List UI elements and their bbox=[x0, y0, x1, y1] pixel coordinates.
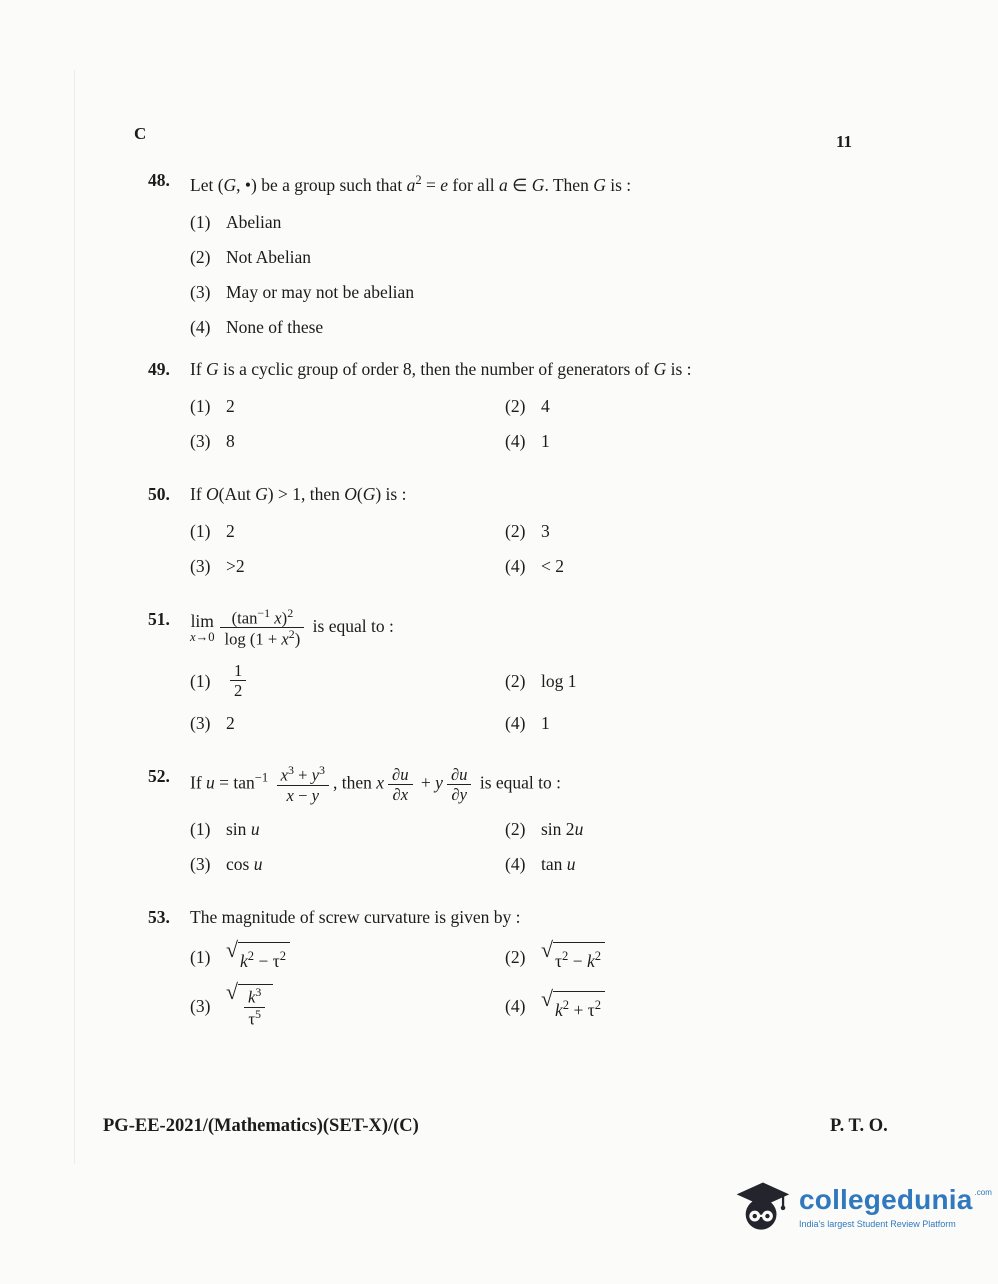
options-grid bbox=[190, 817, 998, 887]
paper-code: PG-EE-2021/(Mathematics)(SET-X)/(C) bbox=[103, 1116, 419, 1136]
option-text: None of these bbox=[226, 316, 324, 337]
option-label: (2) bbox=[505, 520, 526, 541]
option-text: 8 bbox=[226, 430, 235, 451]
option bbox=[190, 394, 505, 418]
option-text: 1 bbox=[541, 713, 550, 734]
question-text: lim x→0 $\frac{(\tan^{-1} x)^2}{\log (1 + x^2)}$ is equal to : bbox=[190, 605, 394, 649]
options-list bbox=[190, 210, 998, 339]
option-label: (4) bbox=[190, 316, 211, 337]
option bbox=[190, 979, 505, 1029]
questions-list bbox=[0, 168, 998, 1057]
option-text: $\frac{1}{2}$ bbox=[226, 661, 250, 700]
option-text: cos u bbox=[226, 854, 263, 875]
question-text: If O(Aut G) > 1, then O(G) is : bbox=[190, 483, 407, 504]
option bbox=[190, 554, 505, 578]
logo-wordmark: collegedunia bbox=[799, 1183, 973, 1215]
option bbox=[190, 661, 505, 700]
option bbox=[505, 852, 998, 876]
option-text: Not Abelian bbox=[226, 246, 312, 267]
option bbox=[505, 429, 998, 453]
question-head bbox=[148, 482, 998, 507]
option bbox=[505, 938, 998, 973]
option-label: (3) bbox=[190, 555, 211, 576]
option bbox=[190, 429, 505, 453]
option-label: (1) bbox=[190, 395, 211, 416]
option-label: (4) bbox=[505, 996, 526, 1017]
option-text: log 1 bbox=[541, 670, 577, 691]
option bbox=[505, 817, 998, 841]
option-label: (3) bbox=[190, 854, 211, 875]
option-label: (2) bbox=[505, 395, 526, 416]
logo-text-block bbox=[799, 1183, 992, 1229]
option bbox=[190, 817, 505, 841]
option-label: (1) bbox=[190, 947, 211, 968]
page-footer bbox=[0, 1116, 998, 1146]
options-grid bbox=[190, 394, 998, 464]
option bbox=[505, 554, 998, 578]
option-text: √ $k^2 + \tau^2$ bbox=[541, 991, 605, 1022]
options-grid bbox=[190, 938, 998, 1039]
pto-label: P. T. O. bbox=[830, 1116, 888, 1136]
option-text: sin u bbox=[226, 819, 260, 840]
question-53 bbox=[0, 905, 998, 1039]
option-label: (2) bbox=[505, 947, 526, 968]
option bbox=[505, 394, 998, 418]
question-head bbox=[148, 168, 998, 198]
option-text: √ $\tau^2 - k^2$ bbox=[541, 942, 605, 973]
option-text: Abelian bbox=[226, 211, 282, 232]
option-text: tan u bbox=[541, 854, 576, 875]
question-text: The magnitude of screw curvature is given by : bbox=[190, 907, 521, 928]
option-label: (4) bbox=[505, 713, 526, 734]
option-text: √ $\frac{k^3}{\tau^5}$ bbox=[226, 984, 273, 1028]
option-label: (4) bbox=[505, 555, 526, 576]
option-text: 4 bbox=[541, 395, 550, 416]
option bbox=[190, 852, 505, 876]
option bbox=[505, 711, 998, 735]
option bbox=[190, 280, 998, 304]
question-number: 53. bbox=[148, 907, 170, 928]
option-label: (3) bbox=[190, 281, 211, 302]
option-label: (2) bbox=[505, 670, 526, 691]
option-text: √ $k^2 - \tau^2$ bbox=[226, 942, 290, 973]
option bbox=[190, 519, 505, 543]
option-label: (3) bbox=[190, 996, 211, 1017]
logo-tagline: India's largest Student Review Platform bbox=[799, 1218, 956, 1229]
question-number: 51. bbox=[148, 608, 170, 629]
question-52 bbox=[0, 764, 998, 887]
collegedunia-logo bbox=[733, 1178, 992, 1236]
logo-name-row bbox=[799, 1183, 992, 1215]
option bbox=[190, 245, 998, 269]
option-text: 2 bbox=[226, 713, 235, 734]
page-number: 11 bbox=[836, 132, 853, 151]
option-label: (2) bbox=[190, 246, 211, 267]
logo-tld: .com bbox=[974, 1187, 992, 1197]
option-label: (1) bbox=[190, 520, 211, 541]
option bbox=[190, 315, 998, 339]
option bbox=[190, 938, 505, 973]
question-49 bbox=[0, 357, 998, 464]
question-head bbox=[148, 357, 998, 382]
question-head bbox=[148, 905, 998, 930]
question-number: 52. bbox=[148, 766, 170, 787]
question-48 bbox=[0, 168, 998, 339]
question-number: 50. bbox=[148, 483, 170, 504]
option-label: (1) bbox=[190, 211, 211, 232]
option-text: 1 bbox=[541, 430, 550, 451]
options-grid bbox=[190, 519, 998, 589]
options-grid bbox=[190, 661, 998, 746]
question-text: If G is a cyclic group of order 8, then the number of generators of G is : bbox=[190, 358, 692, 379]
option-label: (3) bbox=[190, 713, 211, 734]
option bbox=[505, 519, 998, 543]
option-text: < 2 bbox=[541, 555, 564, 576]
option-text: May or may not be abelian bbox=[226, 281, 415, 302]
question-head bbox=[148, 764, 998, 805]
option-label: (4) bbox=[505, 854, 526, 875]
option-text: >2 bbox=[226, 555, 245, 576]
option-text: sin 2u bbox=[541, 819, 584, 840]
question-51 bbox=[0, 607, 998, 747]
set-code-label: C bbox=[134, 124, 147, 143]
option-label: (4) bbox=[505, 430, 526, 451]
option-text: 3 bbox=[541, 520, 550, 541]
option bbox=[190, 210, 998, 234]
question-head bbox=[148, 607, 998, 649]
option-text: 2 bbox=[226, 520, 235, 541]
question-number: 49. bbox=[148, 358, 170, 379]
option-text: 2 bbox=[226, 395, 235, 416]
question-50 bbox=[0, 482, 998, 589]
option-label: (3) bbox=[190, 430, 211, 451]
option-label: (1) bbox=[190, 819, 211, 840]
option-label: (2) bbox=[505, 819, 526, 840]
question-text: Let (G, •) be a group such that $a^2 = e$ for all a ∈ G. Then G is : bbox=[190, 173, 632, 195]
option-label: (1) bbox=[190, 670, 211, 691]
option bbox=[505, 984, 998, 1028]
question-text: If $u = \tan^{-1}$ $\frac{x^3 + y^3}{x - y}$ , then x $\frac{\partial u}{\partial x}$ + y $\frac{\partial u}{\partial y}$ is equal to : bbox=[190, 763, 562, 805]
option bbox=[190, 711, 505, 735]
collegedunia-mascot-icon bbox=[733, 1178, 791, 1236]
question-number: 48. bbox=[148, 170, 170, 190]
option bbox=[505, 661, 998, 700]
